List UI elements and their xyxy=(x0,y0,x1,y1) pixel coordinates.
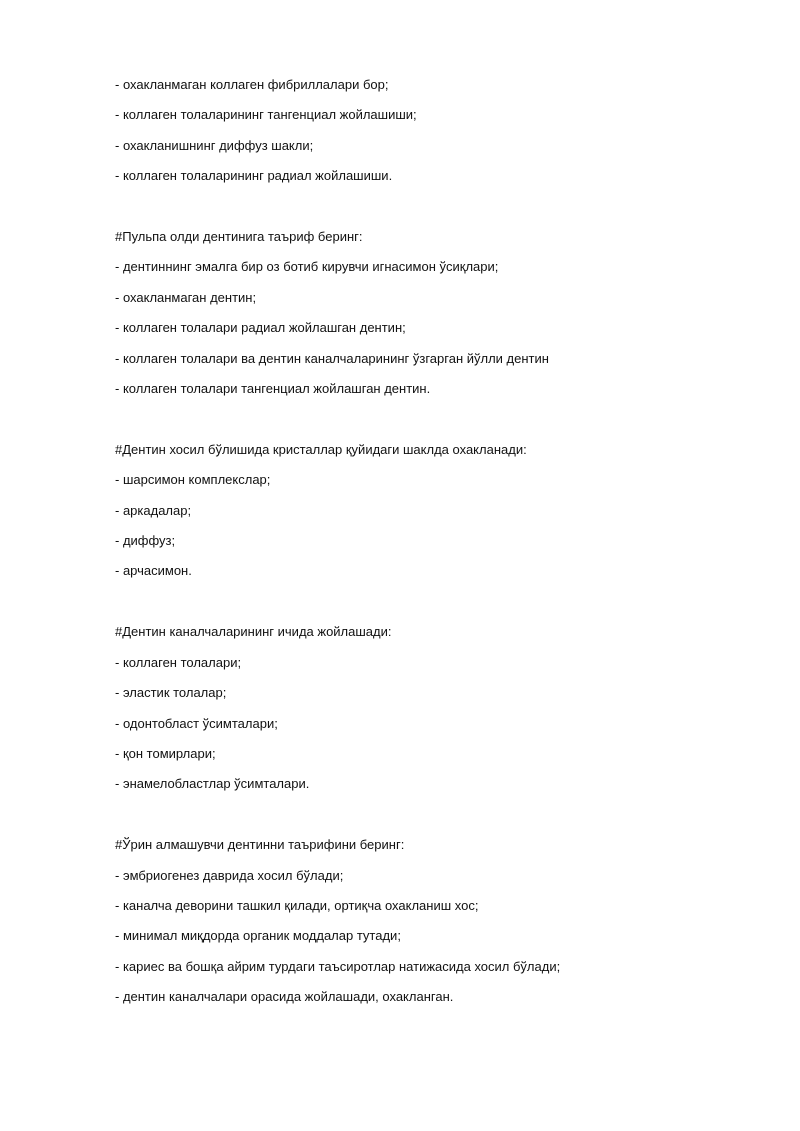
answer-option: - охакланишнинг диффуз шакли; xyxy=(115,137,314,153)
answer-option: - кариес ва бошқа айрим турдаги таъсиротлар натижасида хосил бўлади; xyxy=(115,958,561,974)
question-text: #Ўрин алмашувчи дентинни таърифини беринг: xyxy=(115,837,405,853)
answer-option: - дентиннинг эмалга бир оз ботиб кирувчи игнасимон ўсиқлари; xyxy=(115,259,499,275)
answer-option: - энамелобластлар ўсимталари. xyxy=(115,776,310,792)
question-block xyxy=(115,70,755,192)
answer-option: - аркадалар; xyxy=(115,502,192,518)
answer-option: - дентин каналчалари орасида жойлашади, охакланган. xyxy=(115,989,454,1005)
answer-option: - коллаген толалари ва дентин каналчаларининг ўзгарган йўлли дентин xyxy=(115,350,549,366)
answer-option: - одонтобласт ўсимталари; xyxy=(115,715,278,731)
answer-option: - коллаген толалари; xyxy=(115,654,242,670)
answer-option: - коллаген толаларининг радиал жойлашиши. xyxy=(115,168,393,184)
question-block xyxy=(115,435,755,587)
answer-option: - шарсимон комплекслар; xyxy=(115,472,271,488)
question-block xyxy=(115,830,755,1012)
question-block xyxy=(115,617,755,799)
answer-option: - охакланмаган дентин; xyxy=(115,289,257,305)
answer-option: - охакланмаган коллаген фибриллалари бор; xyxy=(115,77,389,92)
question-text: #Дентин хосил бўлишида кристаллар қуйидаги шаклда охакланади: xyxy=(115,441,527,457)
answer-option: - коллаген толалари тангенциал жойлашган дентин. xyxy=(115,381,431,397)
answer-option: - диффуз; xyxy=(115,533,176,549)
question-text: #Дентин каналчаларининг ичида жойлашади: xyxy=(115,624,392,640)
question-text: #Пульпа олди дентинига таъриф беринг: xyxy=(115,229,363,245)
answer-option: - каналча деворини ташкил қилади, ортиқча охакланиш хос; xyxy=(115,897,479,913)
document-content xyxy=(115,70,755,1043)
answer-option: - эластик толалар; xyxy=(115,685,227,701)
answer-option: - эмбриогенез даврида хосил бўлади; xyxy=(115,867,344,883)
answer-option: - коллаген толалари радиал жойлашган дентин; xyxy=(115,320,406,336)
question-block xyxy=(115,222,755,404)
answer-option: - қон томирлари; xyxy=(115,745,216,761)
answer-option: - минимал миқдорда органик моддалар тутади; xyxy=(115,928,401,944)
answer-option: - арчасимон. xyxy=(115,563,192,579)
answer-option: - коллаген толаларининг тангенциал жойлашиши; xyxy=(115,107,417,123)
